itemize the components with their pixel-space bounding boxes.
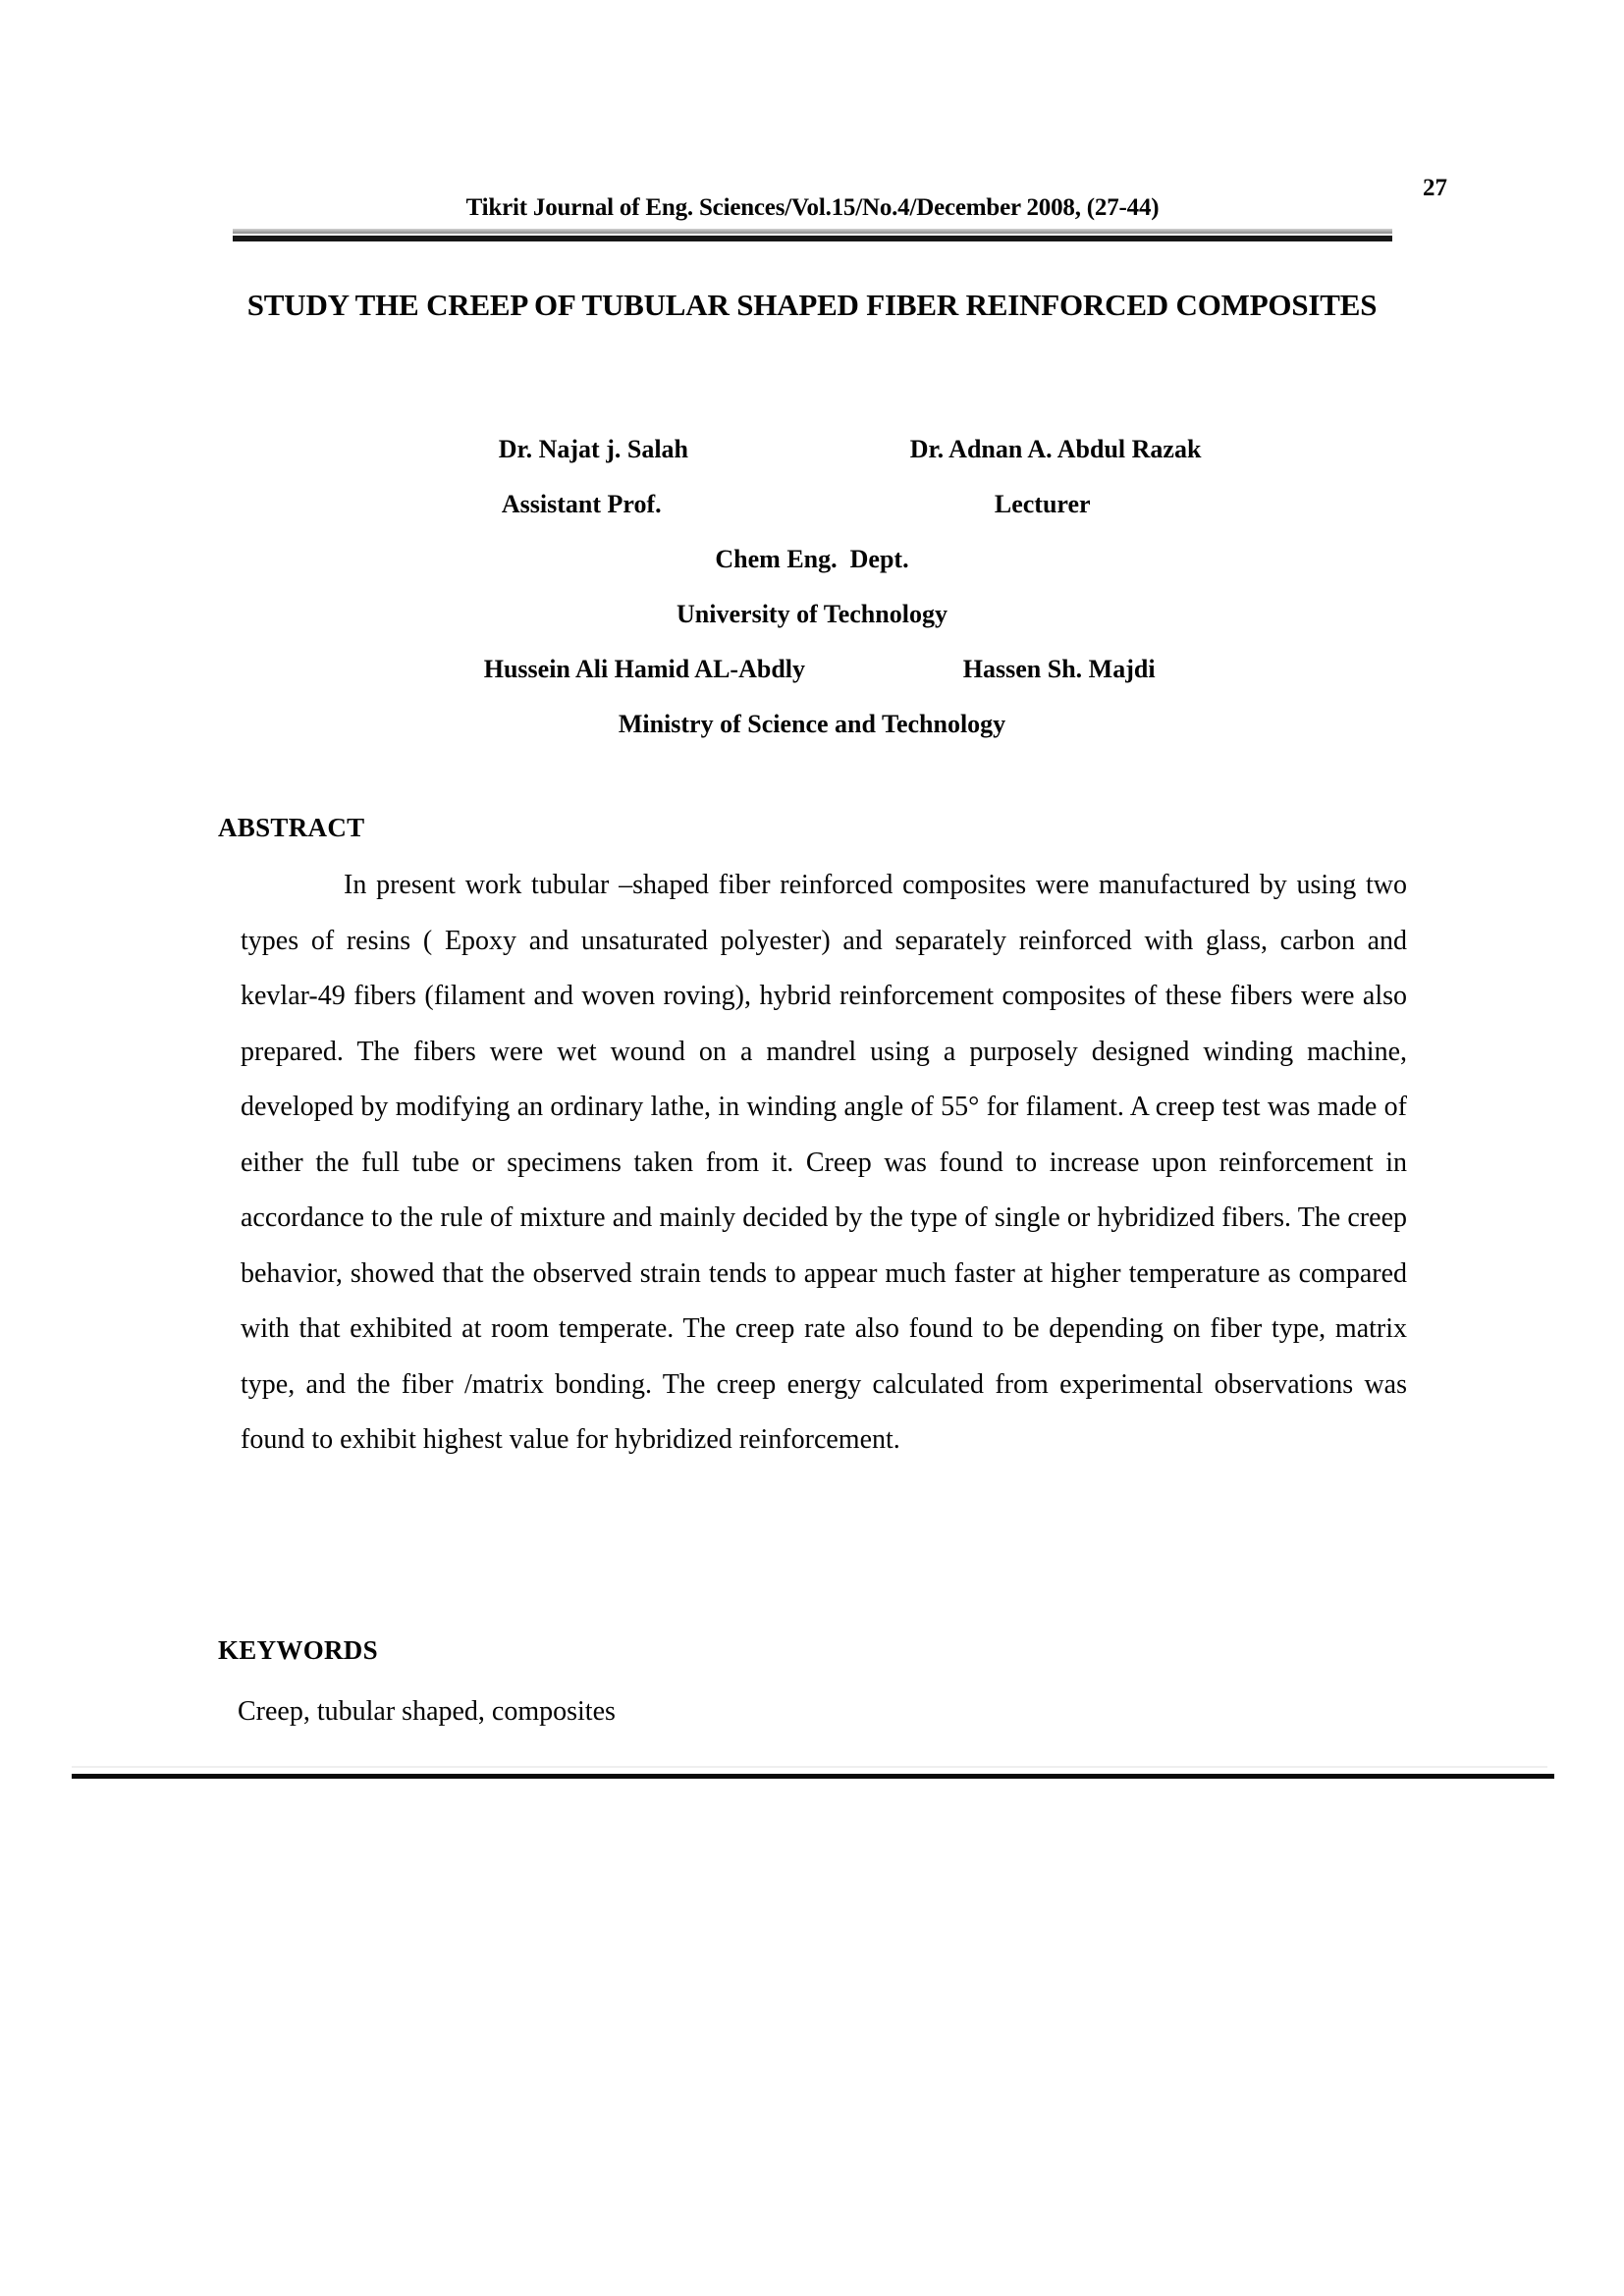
page-number: 27 bbox=[1423, 175, 1447, 201]
author-university: University of Technology bbox=[677, 600, 947, 628]
author-row-names-1 bbox=[218, 422, 1406, 477]
abstract-heading: ABSTRACT bbox=[218, 813, 365, 842]
bottom-rule bbox=[72, 1774, 1554, 1779]
keywords-body: Creep, tubular shaped, composites bbox=[238, 1696, 616, 1727]
author-block bbox=[218, 422, 1406, 752]
author-name-right: Dr. Adnan A. Abdul Razak bbox=[909, 435, 1202, 463]
author-name-left: Dr. Najat j. Salah bbox=[498, 435, 689, 463]
author-name-left-2: Hussein Ali Hamid AL-Abdly bbox=[483, 655, 806, 683]
author-department: Chem Eng. Dept. bbox=[715, 545, 909, 573]
header-rule-black-line bbox=[233, 236, 1392, 241]
keywords-heading: KEYWORDS bbox=[218, 1635, 378, 1665]
header-rule bbox=[233, 229, 1392, 241]
author-title-right: Lecturer bbox=[994, 490, 1091, 518]
author-row-titles bbox=[218, 477, 1406, 532]
bottom-rule-highlight bbox=[72, 1766, 1547, 1768]
abstract-body: In present work tubular –shaped fiber reinforced composites were manufactured by using two types of resins ( Epoxy and unsaturated polyester) and separately reinforced with glass, carbon and kevlar-49 fibers (filament and woven roving), hybrid reinforcement composites of these fibers were also prepared. The fibers were wet wound on a mandrel using a purposely designed winding machine, developed by modifying an ordinary lathe, in winding angle of 55° for filament. A creep test was made of either the full tube or specimens taken from it. Creep was found to increase upon reinforcement in accordance to the rule of mixture and mainly decided by the type of single or hybridized fibers. The creep behavior, showed that the observed strain tends to appear much faster at higher temperature as compared with that exhibited at room temperate. The creep rate also found to be depending on fiber type, matrix type, and the fiber /matrix bonding. The creep energy calculated from experimental observations was found to exhibit highest value for hybridized reinforcement. bbox=[241, 870, 1407, 1455]
author-ministry: Ministry of Science and Technology bbox=[618, 710, 1006, 738]
paper-title: STUDY THE CREEP OF TUBULAR SHAPED FIBER REINFORCED COMPOSITES bbox=[246, 288, 1378, 322]
author-title-left: Assistant Prof. bbox=[501, 490, 662, 518]
author-name-right-2: Hassen Sh. Majdi bbox=[962, 655, 1156, 683]
author-row-names-2 bbox=[218, 642, 1406, 697]
journal-header: Tikrit Journal of Eng. Sciences/Vol.15/No.4/December 2008, (27-44) bbox=[465, 194, 1160, 221]
